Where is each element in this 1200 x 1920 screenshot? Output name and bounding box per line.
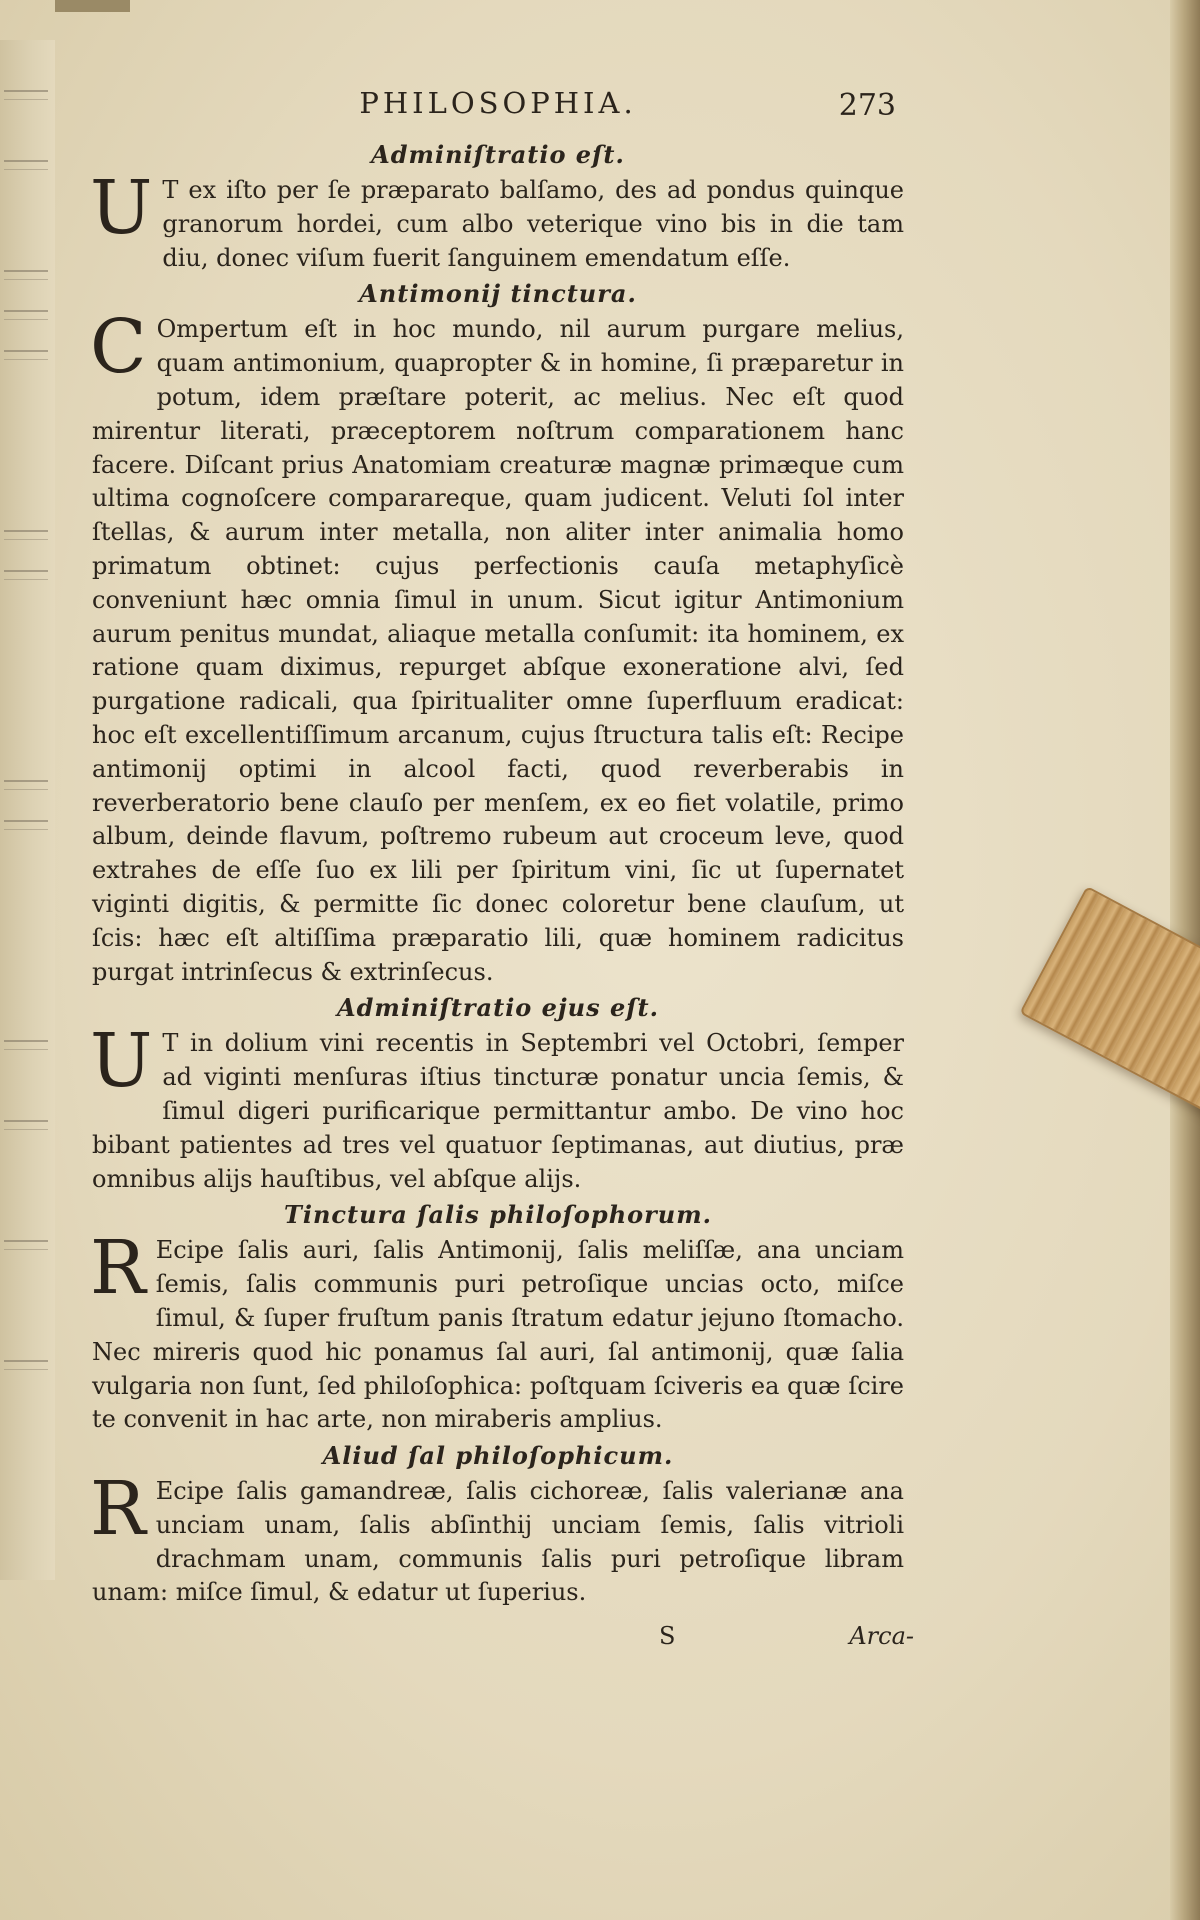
section-paragraph bbox=[90, 1018, 904, 1196]
show-through-mark bbox=[4, 160, 48, 170]
show-through-mark bbox=[4, 1040, 48, 1050]
show-through-mark bbox=[4, 530, 48, 540]
section bbox=[92, 1437, 904, 1610]
section-paragraph bbox=[90, 165, 904, 275]
show-through-mark bbox=[4, 780, 48, 790]
section-paragraph bbox=[90, 1225, 904, 1437]
signature-mark: S bbox=[659, 1622, 676, 1651]
section bbox=[92, 275, 904, 989]
catchword: Arca- bbox=[849, 1622, 914, 1651]
drop-initial: U bbox=[90, 1018, 153, 1105]
paragraph-text: Ecipe ſalis auri, ſalis Antimonij, ſalis meliſſæ, ana unciam ſemis, ſalis communis puri petroſique uncias octo, miſce ſimul, & ſuper fruſtum panis ſtratum edatur jejuno ſtomacho. Nec mireris quod hic ponamus ſal auri, ſal antimonij, quæ ſalia vulgaria non ſunt, ſed philoſophica: poſtquam ſciveris ea quæ ſcire te convenit in hac arte, non miraberis amplius. bbox=[92, 1236, 904, 1434]
section-paragraph bbox=[90, 304, 904, 989]
show-through-mark bbox=[4, 270, 48, 280]
section-heading: Adminiſtratio ejus eſt. bbox=[337, 993, 659, 1023]
paragraph-text: Ecipe ſalis gamandreæ, ſalis cichoreæ, ſalis valerianæ ana unciam unam, ſalis abſinthij unciam ſemis, ſalis vitrioli drachmam unam, communis ſalis puri petroſique libram unam: miſce ſimul, & edatur ut ſuperius. bbox=[92, 1477, 904, 1607]
drop-initial: C bbox=[90, 304, 147, 391]
section-heading: Aliud ſal philoſophicum. bbox=[322, 1441, 674, 1471]
show-through-mark bbox=[4, 1120, 48, 1130]
left-gutter-show-through bbox=[0, 40, 55, 1580]
section bbox=[92, 1196, 904, 1437]
drop-initial: R bbox=[90, 1466, 146, 1553]
page-number: 273 bbox=[838, 88, 896, 123]
section bbox=[92, 136, 904, 275]
section-paragraph bbox=[90, 1466, 904, 1610]
section bbox=[92, 989, 904, 1196]
paragraph-text: Ompertum eſt in hoc mundo, nil aurum purgare melius, quam antimonium, quapropter & in homine, ſi præparetur in potum, idem præſtare poterit, ac melius. Nec eſt quod mirentur literati, præceptorem noſtrum comparationem hanc facere. Diſcant prius Anatomiam creaturæ magnæ primæque cum ultima cognoſcere comparareque, quam judicent. Veluti ſol inter ſtellas, & aurum inter metalla, non aliter inter animalia homo primatum obtinet: cujus perfectionis cauſa metaphyſicè conveniunt hæc omnia ſimul in unum. Sicut igitur Antimonium aurum penitus mundat, aliaque metalla conſumit: ita hominem, ex ratione quam diximus, repurget abſque exoneratione alvi, ſed purgatione radicali, qua ſpiritualiter omne ſuperfluum eradicat: hoc eſt excellentiſſimum arcanum, cujus ſtructura talis eſt: Recipe antimonij optimi in alcool facti, quod reverberabis in reverberatorio bene clauſo per menſem, ex eo fiet volatile, primo album, deinde flavum, poſtremo rubeum aut croceum leve, quod extrahes de eſſe ſuo ex lili per ſpiritum vini, ſic ut ſupernatet viginti digitis, & permitte ſic donec coloretur bene clauſum, ut ſcis: hæc eſt altiſſima præparatio lili, quæ hominem radicitus purgat intrinſecus & extrinſecus. bbox=[92, 315, 904, 986]
show-through-mark bbox=[4, 350, 48, 360]
section-heading: Antimonij tinctura. bbox=[359, 279, 637, 309]
binding-edge bbox=[55, 0, 130, 12]
paragraph-text: T ex iſto per ſe præparato balſamo, des ad pondus quinque granorum hordei, cum albo veterique vino bis in die tam diu, donec viſum fuerit ſanguinem emendatum eſſe. bbox=[162, 176, 904, 272]
section-heading: Adminiſtratio eſt. bbox=[371, 140, 625, 169]
show-through-mark bbox=[4, 310, 48, 320]
text-block bbox=[90, 136, 914, 1660]
drop-initial: R bbox=[90, 1225, 146, 1312]
show-through-mark bbox=[4, 820, 48, 830]
page-footer bbox=[92, 1620, 914, 1660]
section-heading: Tinctura ſalis philoſophorum. bbox=[284, 1200, 712, 1230]
running-head: PHILOSOPHIA. bbox=[359, 86, 637, 120]
page-header bbox=[92, 86, 904, 136]
show-through-mark bbox=[4, 570, 48, 580]
show-through-mark bbox=[4, 90, 48, 100]
show-through-mark bbox=[4, 1360, 48, 1370]
paragraph-text: T in dolium vini recentis in Septembri vel Octobri, ſemper ad viginti menſuras iſtius tincturæ ponatur uncia ſemis, & ſimul digeri purificarique permittantur ambo. De vino hoc bibant patientes ad tres vel quatuor ſeptimanas, aut diutius, præ omnibus alijs hauſtibus, vel abſque alijs. bbox=[92, 1029, 904, 1193]
drop-initial: U bbox=[90, 165, 153, 251]
show-through-mark bbox=[4, 1240, 48, 1250]
